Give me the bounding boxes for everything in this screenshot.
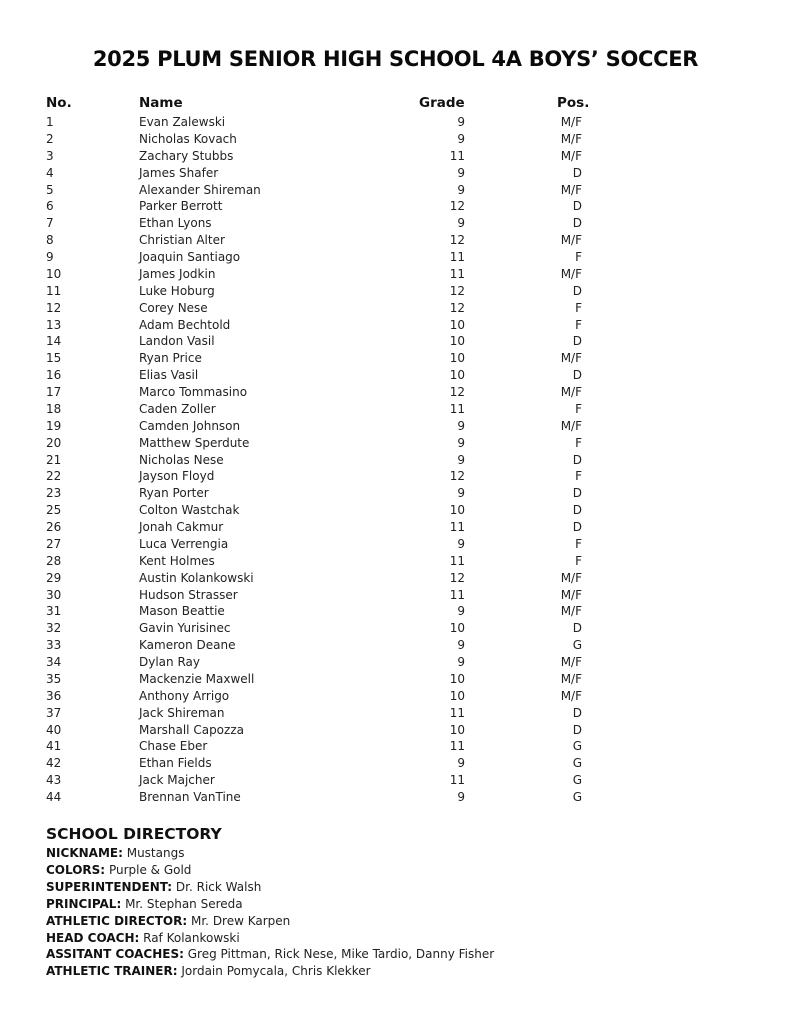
player-number: 43 — [46, 773, 62, 788]
player-position: M/F — [560, 671, 582, 686]
player-grade: 9 — [457, 536, 465, 551]
player-position: D — [572, 334, 582, 349]
player-number: 18 — [46, 401, 62, 416]
player-position: D — [572, 486, 582, 501]
player-number: 6 — [46, 199, 54, 214]
directory-label: HEAD COACH: — [46, 930, 140, 945]
directory-entry — [46, 879, 494, 896]
player-name: Kent Holmes — [139, 553, 215, 568]
player-grade: 11 — [449, 266, 465, 281]
player-position: D — [572, 520, 582, 534]
player-number: 7 — [46, 216, 54, 231]
player-grade: 9 — [457, 216, 465, 231]
player-position: D — [572, 368, 582, 383]
directory-label: ATHLETIC TRAINER: — [46, 964, 178, 979]
player-position: M/F — [560, 587, 582, 602]
player-name: Gavin Yurisinec — [139, 621, 231, 636]
player-name: Chase Eber — [139, 739, 208, 754]
table-row — [0, 519, 791, 536]
player-grade: 10 — [449, 368, 465, 383]
player-number: 42 — [46, 756, 62, 771]
player-position: G — [572, 638, 582, 653]
player-grade: 9 — [457, 115, 465, 129]
player-number: 21 — [46, 452, 62, 467]
player-position: G — [572, 739, 582, 754]
player-grade: 9 — [457, 655, 465, 669]
table-row — [0, 705, 791, 722]
player-position: F — [575, 401, 582, 416]
player-grade: 9 — [457, 486, 465, 501]
table-row — [0, 654, 791, 671]
player-grade: 9 — [457, 131, 465, 146]
player-name: Matthew Sperdute — [139, 435, 250, 450]
player-number: 33 — [46, 638, 62, 653]
player-name: Alexander Shireman — [139, 182, 261, 197]
player-number: 15 — [46, 351, 62, 366]
table-row — [0, 198, 791, 215]
player-name: Ryan Price — [139, 351, 202, 366]
player-name: Joaquin Santiago — [139, 250, 241, 264]
player-name: Elias Vasil — [139, 368, 199, 383]
table-row — [0, 688, 791, 705]
player-name: Luke Hoburg — [139, 283, 215, 298]
school-directory — [46, 825, 494, 980]
column-header-no: No. — [46, 95, 72, 111]
directory-entry — [46, 963, 494, 980]
player-position: D — [572, 722, 582, 737]
player-name: Mackenzie Maxwell — [139, 671, 255, 686]
player-number: 5 — [46, 182, 54, 197]
table-row — [0, 232, 791, 249]
player-position: G — [572, 756, 582, 771]
player-grade: 9 — [457, 418, 465, 433]
table-row — [0, 620, 791, 637]
player-name: Ryan Porter — [139, 486, 209, 501]
directory-label: ASSITANT COACHES: — [46, 947, 184, 962]
player-name: Caden Zoller — [139, 401, 216, 416]
player-number: 31 — [46, 604, 62, 619]
player-position: D — [572, 283, 582, 298]
player-grade: 11 — [449, 148, 465, 163]
table-row — [0, 570, 791, 587]
table-row — [0, 114, 791, 131]
player-name: Camden Johnson — [139, 418, 241, 433]
directory-entry — [46, 913, 494, 930]
player-position: M/F — [560, 182, 582, 197]
player-name: Hudson Strasser — [139, 587, 238, 602]
directory-label: ATHLETIC DIRECTOR: — [46, 913, 188, 928]
player-name: Christian Alter — [139, 233, 225, 248]
player-number: 35 — [46, 671, 62, 686]
player-grade: 10 — [449, 621, 465, 636]
table-row — [0, 283, 791, 300]
player-position: D — [572, 452, 582, 467]
player-name: Landon Vasil — [139, 334, 215, 349]
table-row — [0, 435, 791, 452]
table-row — [0, 182, 791, 199]
table-row — [0, 468, 791, 485]
player-position: M/F — [560, 233, 582, 248]
directory-value: Mr. Drew Karpen — [191, 913, 291, 928]
table-row — [0, 502, 791, 519]
player-name: Adam Bechtold — [139, 317, 231, 332]
player-grade: 11 — [449, 520, 465, 534]
directory-entry — [46, 896, 494, 913]
player-position: D — [572, 621, 582, 636]
player-number: 16 — [46, 368, 62, 383]
player-number: 11 — [46, 283, 62, 298]
table-row — [0, 300, 791, 317]
table-row — [0, 755, 791, 772]
player-grade: 12 — [449, 283, 465, 298]
player-name: Jack Majcher — [139, 773, 215, 788]
player-grade: 11 — [449, 250, 465, 264]
table-row — [0, 249, 791, 266]
player-position: F — [575, 553, 582, 568]
player-grade: 11 — [449, 773, 465, 788]
column-header-grade: Grade — [419, 95, 465, 111]
player-number: 41 — [46, 739, 62, 754]
player-grade: 9 — [457, 604, 465, 619]
table-row — [0, 738, 791, 755]
table-row — [0, 789, 791, 806]
player-position: M/F — [560, 604, 582, 619]
table-row — [0, 266, 791, 283]
player-name: Marshall Capozza — [139, 722, 244, 737]
player-position: M/F — [560, 688, 582, 703]
player-grade: 10 — [449, 722, 465, 737]
directory-value: Greg Pittman, Rick Nese, Mike Tardio, Danny Fisher — [187, 947, 495, 962]
table-row — [0, 165, 791, 182]
player-number: 4 — [46, 165, 54, 180]
player-number: 19 — [46, 418, 62, 433]
player-position: M/F — [560, 148, 582, 163]
player-position: D — [572, 705, 582, 720]
player-name: Zachary Stubbs — [139, 148, 234, 163]
player-grade: 9 — [457, 182, 465, 197]
table-row — [0, 215, 791, 232]
player-position: G — [572, 773, 582, 788]
player-grade: 11 — [449, 587, 465, 602]
player-position: F — [575, 536, 582, 551]
player-name: Nicholas Kovach — [139, 131, 237, 146]
directory-label: NICKNAME: — [46, 846, 123, 860]
player-number: 25 — [46, 503, 62, 518]
directory-entry — [46, 862, 494, 879]
directory-value: Mustangs — [126, 846, 185, 860]
player-position: F — [575, 317, 582, 332]
player-grade: 11 — [449, 739, 465, 754]
player-number: 29 — [46, 570, 62, 585]
player-name: Colton Wastchak — [139, 503, 240, 518]
table-row — [0, 671, 791, 688]
player-position: F — [575, 469, 582, 484]
page-title: 2025 PLUM SENIOR HIGH SCHOOL 4A BOYS’ SOCCER — [92, 47, 699, 71]
player-name: Mason Beattie — [139, 604, 225, 619]
table-row — [0, 317, 791, 334]
player-grade: 9 — [457, 165, 465, 180]
directory-label: PRINCIPAL: — [46, 896, 122, 911]
directory-value: Dr. Rick Walsh — [175, 879, 262, 894]
player-number: 36 — [46, 688, 62, 703]
player-grade: 12 — [449, 199, 465, 214]
player-position: G — [572, 790, 582, 804]
player-grade: 12 — [449, 233, 465, 248]
player-position: F — [575, 250, 582, 264]
player-grade: 11 — [449, 705, 465, 720]
table-row — [0, 772, 791, 789]
table-row — [0, 418, 791, 435]
player-number: 32 — [46, 621, 62, 636]
player-position: D — [572, 199, 582, 214]
player-name: Jack Shireman — [139, 705, 225, 720]
player-name: Nicholas Nese — [139, 452, 224, 467]
player-number: 34 — [46, 655, 62, 669]
player-number: 17 — [46, 385, 62, 399]
player-number: 28 — [46, 553, 62, 568]
player-number: 22 — [46, 469, 62, 484]
player-position: M/F — [560, 131, 582, 146]
player-position: M/F — [560, 115, 582, 129]
directory-entry — [46, 930, 494, 947]
table-row — [0, 587, 791, 604]
player-position: M/F — [560, 418, 582, 433]
player-position: D — [572, 216, 582, 231]
player-name: Parker Berrott — [139, 199, 223, 214]
player-position: M/F — [560, 385, 582, 399]
player-name: Evan Zalewski — [139, 115, 226, 129]
player-position: D — [572, 503, 582, 518]
table-row — [0, 452, 791, 469]
player-grade: 10 — [449, 671, 465, 686]
player-position: M/F — [560, 266, 582, 281]
directory-value: Purple & Gold — [108, 862, 192, 877]
player-grade: 10 — [449, 503, 465, 518]
directory-label: COLORS: — [46, 862, 106, 877]
player-number: 20 — [46, 435, 62, 450]
player-name: Austin Kolankowski — [139, 570, 254, 585]
player-grade: 12 — [449, 385, 465, 399]
table-row — [0, 603, 791, 620]
player-name: Marco Tommasino — [139, 385, 248, 399]
roster-table — [0, 114, 791, 806]
player-grade: 12 — [449, 570, 465, 585]
player-grade: 9 — [457, 638, 465, 653]
player-number: 44 — [46, 790, 62, 804]
table-row — [0, 333, 791, 350]
table-row — [0, 485, 791, 502]
table-row — [0, 384, 791, 401]
player-name: Dylan Ray — [139, 655, 200, 669]
player-number: 10 — [46, 266, 62, 281]
directory-entry — [46, 946, 494, 963]
player-position: D — [572, 165, 582, 180]
column-header-pos: Pos. — [557, 95, 590, 111]
table-row — [0, 148, 791, 165]
player-number: 30 — [46, 587, 62, 602]
player-number: 40 — [46, 722, 62, 737]
directory-label: SUPERINTENDENT: — [46, 879, 173, 894]
player-grade: 12 — [449, 300, 465, 315]
table-row — [0, 536, 791, 553]
directory-value: Raf Kolankowski — [143, 930, 240, 945]
player-name: Ethan Lyons — [139, 216, 212, 231]
player-number: 8 — [46, 233, 54, 248]
player-number: 9 — [46, 250, 54, 264]
table-row — [0, 131, 791, 148]
player-number: 26 — [46, 520, 62, 534]
player-name: Corey Nese — [139, 300, 208, 315]
player-number: 12 — [46, 300, 62, 315]
table-row — [0, 637, 791, 654]
player-name: Luca Verrengia — [139, 536, 229, 551]
player-number: 14 — [46, 334, 62, 349]
player-position: M/F — [560, 570, 582, 585]
player-number: 37 — [46, 705, 62, 720]
column-header-name: Name — [139, 95, 183, 111]
player-number: 13 — [46, 317, 62, 332]
table-row — [0, 367, 791, 384]
directory-value: Mr. Stephan Sereda — [125, 896, 243, 911]
player-position: M/F — [560, 655, 582, 669]
directory-title: SCHOOL DIRECTORY — [46, 825, 222, 843]
player-number: 1 — [46, 115, 54, 129]
player-name: James Jodkin — [139, 266, 216, 281]
player-grade: 10 — [449, 351, 465, 366]
player-grade: 11 — [449, 401, 465, 416]
player-number: 27 — [46, 536, 62, 551]
player-position: M/F — [560, 351, 582, 366]
player-number: 2 — [46, 131, 54, 146]
player-grade: 10 — [449, 317, 465, 332]
player-grade: 10 — [449, 688, 465, 703]
player-number: 3 — [46, 148, 54, 163]
player-position: F — [575, 435, 582, 450]
player-grade: 12 — [449, 469, 465, 484]
player-name: Kameron Deane — [139, 638, 236, 653]
table-row — [0, 722, 791, 739]
player-number: 23 — [46, 486, 62, 501]
player-grade: 9 — [457, 452, 465, 467]
player-grade: 11 — [449, 553, 465, 568]
player-name: Brennan VanTine — [139, 790, 241, 804]
player-name: Jayson Floyd — [139, 469, 215, 484]
table-row — [0, 350, 791, 367]
player-name: Anthony Arrigo — [139, 688, 230, 703]
table-row — [0, 401, 791, 418]
player-grade: 10 — [449, 334, 465, 349]
player-position: F — [575, 300, 582, 315]
player-grade: 9 — [457, 756, 465, 771]
directory-entry — [46, 845, 494, 862]
player-grade: 9 — [457, 435, 465, 450]
player-name: Ethan Fields — [139, 756, 212, 771]
directory-value: Jordain Pomycala, Chris Klekker — [181, 964, 371, 979]
player-name: Jonah Cakmur — [139, 520, 224, 534]
player-grade: 9 — [457, 790, 465, 804]
table-row — [0, 553, 791, 570]
player-name: James Shafer — [139, 165, 219, 180]
